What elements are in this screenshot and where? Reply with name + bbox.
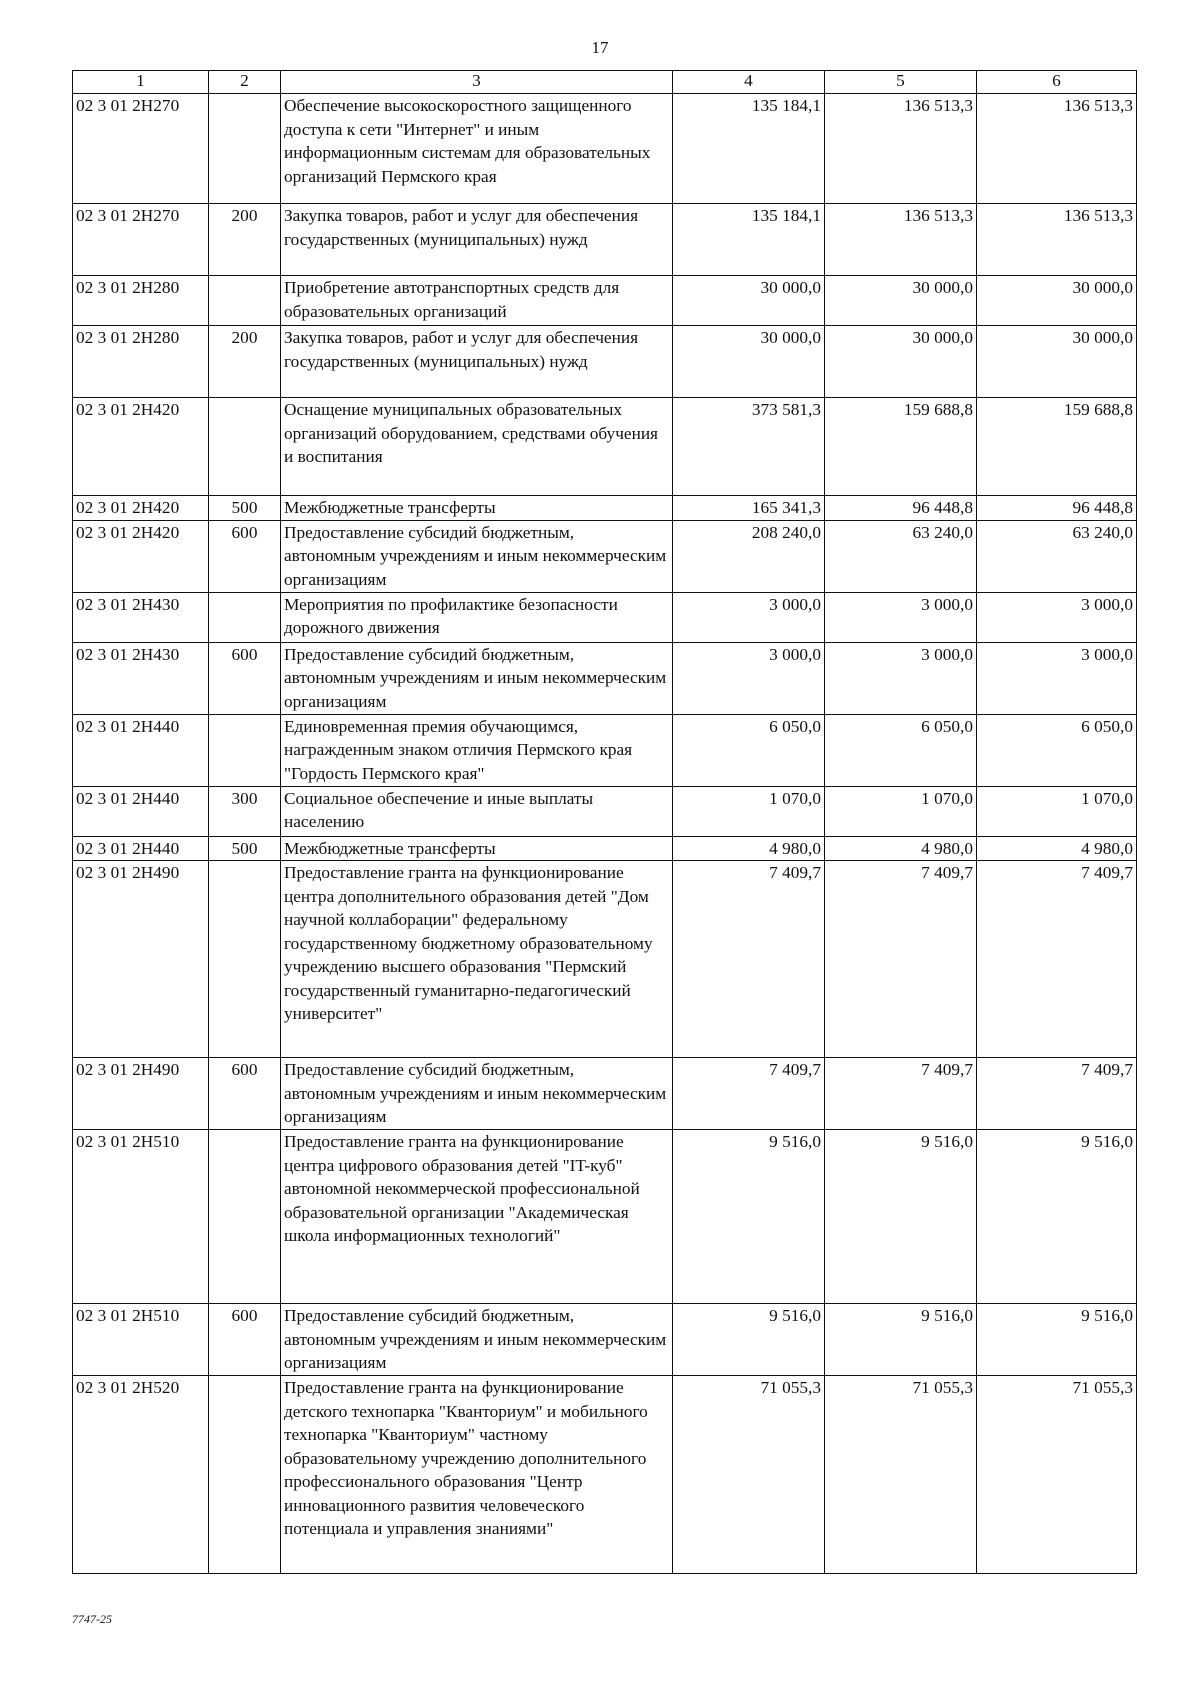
row-value-year1: 9 516,0 — [673, 1130, 825, 1304]
row-description: Приобретение автотранспортных средств для образовательных организаций — [281, 276, 673, 326]
row-description: Социальное обеспечение и иные выплаты населению — [281, 786, 673, 836]
table-row — [73, 786, 1137, 836]
row-code: 02 3 01 2Н270 — [73, 94, 209, 204]
row-expense-type — [209, 592, 281, 642]
row-value-year3: 9 516,0 — [977, 1130, 1137, 1304]
row-description: Предоставление субсидий бюджетным, автономным учреждениям и иным некоммерческим организациям — [281, 1058, 673, 1130]
column-header-6: 6 — [977, 71, 1137, 94]
row-value-year3: 136 513,3 — [977, 94, 1137, 204]
row-expense-type: 600 — [209, 642, 281, 714]
document-code: 7747-25 — [72, 1612, 112, 1626]
row-value-year2: 136 513,3 — [825, 204, 977, 276]
row-value-year3: 30 000,0 — [977, 276, 1137, 326]
row-code: 02 3 01 2Н420 — [73, 496, 209, 521]
table-row — [73, 326, 1137, 398]
row-value-year2: 30 000,0 — [825, 326, 977, 398]
row-code: 02 3 01 2Н520 — [73, 1376, 209, 1574]
row-value-year3: 30 000,0 — [977, 326, 1137, 398]
column-header-4: 4 — [673, 71, 825, 94]
row-value-year3: 159 688,8 — [977, 398, 1137, 496]
table-row — [73, 1376, 1137, 1574]
row-expense-type — [209, 861, 281, 1058]
table-row — [73, 836, 1137, 861]
row-value-year3: 1 070,0 — [977, 786, 1137, 836]
table-row — [73, 520, 1137, 592]
row-value-year1: 135 184,1 — [673, 94, 825, 204]
row-code: 02 3 01 2Н430 — [73, 642, 209, 714]
row-expense-type: 500 — [209, 496, 281, 521]
row-value-year3: 6 050,0 — [977, 714, 1137, 786]
table-row — [73, 398, 1137, 496]
row-description: Оснащение муниципальных образовательных организаций оборудованием, средствами обучения и воспитания — [281, 398, 673, 496]
row-code: 02 3 01 2Н510 — [73, 1130, 209, 1304]
row-value-year3: 7 409,7 — [977, 1058, 1137, 1130]
row-value-year1: 30 000,0 — [673, 326, 825, 398]
row-description: Предоставление субсидий бюджетным, автономным учреждениям и иным некоммерческим организациям — [281, 1304, 673, 1376]
row-description: Предоставление гранта на функционирование центра цифрового образования детей "IT-куб" автономной некоммерческой профессиональной образовательной организации "Академическая школа информационных технологий" — [281, 1130, 673, 1304]
row-description: Межбюджетные трансферты — [281, 496, 673, 521]
row-expense-type — [209, 94, 281, 204]
row-description: Предоставление субсидий бюджетным, автономным учреждениям и иным некоммерческим организациям — [281, 642, 673, 714]
row-value-year3: 71 055,3 — [977, 1376, 1137, 1574]
row-expense-type — [209, 714, 281, 786]
row-expense-type: 600 — [209, 1304, 281, 1376]
header-row — [73, 71, 1137, 94]
row-code: 02 3 01 2Н420 — [73, 520, 209, 592]
table-row — [73, 642, 1137, 714]
row-code: 02 3 01 2Н270 — [73, 204, 209, 276]
row-value-year3: 4 980,0 — [977, 836, 1137, 861]
row-value-year2: 63 240,0 — [825, 520, 977, 592]
row-description: Предоставление гранта на функционирование детского технопарка "Кванториум" и мобильного технопарка "Кванториум" частному образовательному учреждению дополнительного профессионального образования "Центр инновационного развития человеческого потенциала и управления знаниями" — [281, 1376, 673, 1574]
column-header-3: 3 — [281, 71, 673, 94]
column-header-5: 5 — [825, 71, 977, 94]
row-value-year1: 30 000,0 — [673, 276, 825, 326]
row-description: Обеспечение высокоскоростного защищенного доступа к сети "Интернет" и иным информационным системам для образовательных организаций Пермского края — [281, 94, 673, 204]
table-row — [73, 1304, 1137, 1376]
row-value-year2: 9 516,0 — [825, 1304, 977, 1376]
row-value-year1: 71 055,3 — [673, 1376, 825, 1574]
table-row — [73, 592, 1137, 642]
row-code: 02 3 01 2Н490 — [73, 861, 209, 1058]
row-description: Закупка товаров, работ и услуг для обеспечения государственных (муниципальных) нужд — [281, 326, 673, 398]
row-value-year3: 96 448,8 — [977, 496, 1137, 521]
row-expense-type: 200 — [209, 204, 281, 276]
row-value-year1: 3 000,0 — [673, 592, 825, 642]
row-value-year1: 6 050,0 — [673, 714, 825, 786]
table-row — [73, 1130, 1137, 1304]
row-value-year2: 3 000,0 — [825, 642, 977, 714]
row-value-year3: 136 513,3 — [977, 204, 1137, 276]
row-value-year2: 7 409,7 — [825, 1058, 977, 1130]
row-expense-type — [209, 276, 281, 326]
row-description: Мероприятия по профилактике безопасности дорожного движения — [281, 592, 673, 642]
row-code: 02 3 01 2Н440 — [73, 786, 209, 836]
row-value-year3: 7 409,7 — [977, 861, 1137, 1058]
row-code: 02 3 01 2Н280 — [73, 276, 209, 326]
row-value-year2: 136 513,3 — [825, 94, 977, 204]
row-expense-type: 600 — [209, 1058, 281, 1130]
row-description: Единовременная премия обучающимся, награжденным знаком отличия Пермского края "Гордость Пермского края" — [281, 714, 673, 786]
row-value-year1: 7 409,7 — [673, 1058, 825, 1130]
row-value-year2: 3 000,0 — [825, 592, 977, 642]
row-value-year2: 30 000,0 — [825, 276, 977, 326]
row-value-year1: 3 000,0 — [673, 642, 825, 714]
row-expense-type: 500 — [209, 836, 281, 861]
row-value-year3: 63 240,0 — [977, 520, 1137, 592]
row-expense-type — [209, 398, 281, 496]
row-description: Предоставление гранта на функционирование центра дополнительного образования детей "Дом научной коллаборации" федеральному государственному бюджетному образовательному учреждению высшего образования "Пермский государственный гуманитарно-педагогический университет" — [281, 861, 673, 1058]
table-row — [73, 204, 1137, 276]
row-value-year1: 208 240,0 — [673, 520, 825, 592]
row-code: 02 3 01 2Н440 — [73, 714, 209, 786]
row-expense-type: 600 — [209, 520, 281, 592]
table-row — [73, 714, 1137, 786]
page-number: 17 — [591, 38, 609, 57]
row-description: Предоставление субсидий бюджетным, автономным учреждениям и иным некоммерческим организациям — [281, 520, 673, 592]
table-row — [73, 94, 1137, 204]
row-value-year2: 159 688,8 — [825, 398, 977, 496]
table-row — [73, 276, 1137, 326]
row-value-year3: 3 000,0 — [977, 642, 1137, 714]
row-value-year2: 96 448,8 — [825, 496, 977, 521]
row-code: 02 3 01 2Н490 — [73, 1058, 209, 1130]
row-value-year2: 6 050,0 — [825, 714, 977, 786]
row-code: 02 3 01 2Н430 — [73, 592, 209, 642]
row-value-year1: 373 581,3 — [673, 398, 825, 496]
row-expense-type — [209, 1130, 281, 1304]
row-value-year2: 4 980,0 — [825, 836, 977, 861]
row-value-year2: 7 409,7 — [825, 861, 977, 1058]
row-value-year2: 9 516,0 — [825, 1130, 977, 1304]
row-value-year1: 165 341,3 — [673, 496, 825, 521]
row-code: 02 3 01 2Н510 — [73, 1304, 209, 1376]
column-header-1: 1 — [73, 71, 209, 94]
row-value-year2: 1 070,0 — [825, 786, 977, 836]
row-value-year1: 4 980,0 — [673, 836, 825, 861]
row-code: 02 3 01 2Н440 — [73, 836, 209, 861]
row-code: 02 3 01 2Н280 — [73, 326, 209, 398]
row-expense-type — [209, 1376, 281, 1574]
row-value-year1: 7 409,7 — [673, 861, 825, 1058]
column-header-2: 2 — [209, 71, 281, 94]
row-value-year1: 9 516,0 — [673, 1304, 825, 1376]
row-expense-type: 300 — [209, 786, 281, 836]
row-code: 02 3 01 2Н420 — [73, 398, 209, 496]
row-value-year1: 135 184,1 — [673, 204, 825, 276]
table-row — [73, 496, 1137, 521]
row-description: Межбюджетные трансферты — [281, 836, 673, 861]
budget-table — [72, 70, 1137, 1574]
table-row — [73, 1058, 1137, 1130]
row-value-year3: 9 516,0 — [977, 1304, 1137, 1376]
row-value-year1: 1 070,0 — [673, 786, 825, 836]
table-row — [73, 861, 1137, 1058]
row-description: Закупка товаров, работ и услуг для обеспечения государственных (муниципальных) нужд — [281, 204, 673, 276]
row-value-year2: 71 055,3 — [825, 1376, 977, 1574]
row-expense-type: 200 — [209, 326, 281, 398]
row-value-year3: 3 000,0 — [977, 592, 1137, 642]
